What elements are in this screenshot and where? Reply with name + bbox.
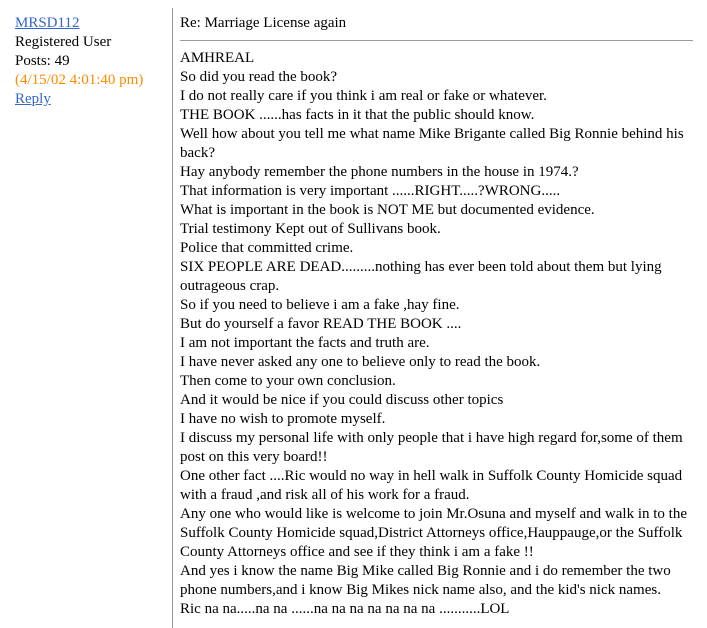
post-line: And it would be nice if you could discuss other topics bbox=[180, 392, 504, 408]
post-line: Ric na na.....na na ......na na na na na na na ...........LOL bbox=[180, 601, 510, 617]
post-line: So if you need to believe i am a fake ,hay fine. bbox=[180, 297, 460, 313]
author-post-count: Posts: 49 bbox=[15, 53, 70, 69]
post-line: I discuss my personal life with only people that i have high regard for,some of them post on this very board!! bbox=[180, 430, 683, 465]
post-body bbox=[180, 49, 700, 619]
post-line: THE BOOK ......has facts in it that the public should know. bbox=[180, 107, 535, 123]
author-role: Registered User bbox=[15, 34, 112, 50]
column-divider bbox=[172, 8, 173, 628]
author-name-link[interactable]: MRSD112 bbox=[15, 15, 80, 31]
post-line: I do not really care if you think i am real or fake or whatever. bbox=[180, 88, 547, 104]
post-line: I have no wish to promote myself. bbox=[180, 411, 386, 427]
post-line: That information is very important ......RIGHT.....?WRONG..... bbox=[180, 183, 561, 199]
author-panel bbox=[15, 14, 165, 109]
post-line: Trial testimony Kept out of Sullivans book. bbox=[180, 221, 441, 237]
post-line: Any one who would like is welcome to join Mr.Osuna and myself and walk in to the Suffolk County Homicide squad,District Attorneys office,Hauppauge,or the Suffolk County Attorneys office and see if they think i am a fake !! bbox=[180, 506, 688, 560]
post-line: I have never asked any one to believe only to read the book. bbox=[180, 354, 541, 370]
post-line: Police that committed crime. bbox=[180, 240, 354, 256]
post-line: AMHREAL bbox=[180, 50, 255, 66]
post-line: Well how about you tell me what name Mike Brigante called Big Ronnie behind his back? bbox=[180, 126, 684, 161]
post-line: But do yourself a favor READ THE BOOK .... bbox=[180, 316, 462, 332]
post-subject: Re: Marriage License again bbox=[180, 15, 347, 31]
reply-link[interactable]: Reply bbox=[15, 91, 51, 107]
post-line: And yes i know the name Big Mike called Big Ronnie and i do remember the two phone numbers,and i know Big Mikes nick name also, and the kid's nick names. bbox=[180, 563, 671, 598]
post-line: One other fact ....Ric would no way in hell walk in Suffolk County Homicide squad with a fraud ,and risk all of his work for a fraud. bbox=[180, 468, 683, 503]
post-line: I am not important the facts and truth are. bbox=[180, 335, 430, 351]
post-date: (4/15/02 4:01:40 pm) bbox=[15, 72, 144, 88]
post-line: Hay anybody remember the phone numbers in the house in 1974.? bbox=[180, 164, 579, 180]
post-line: SIX PEOPLE ARE DEAD.........nothing has ever been told about them but lying outrageous crap. bbox=[180, 259, 662, 294]
subject-divider bbox=[180, 40, 693, 41]
post-line: So did you read the book? bbox=[180, 69, 338, 85]
post-line: What is important in the book is NOT ME but documented evidence. bbox=[180, 202, 595, 218]
post-line: Then come to your own conclusion. bbox=[180, 373, 396, 389]
